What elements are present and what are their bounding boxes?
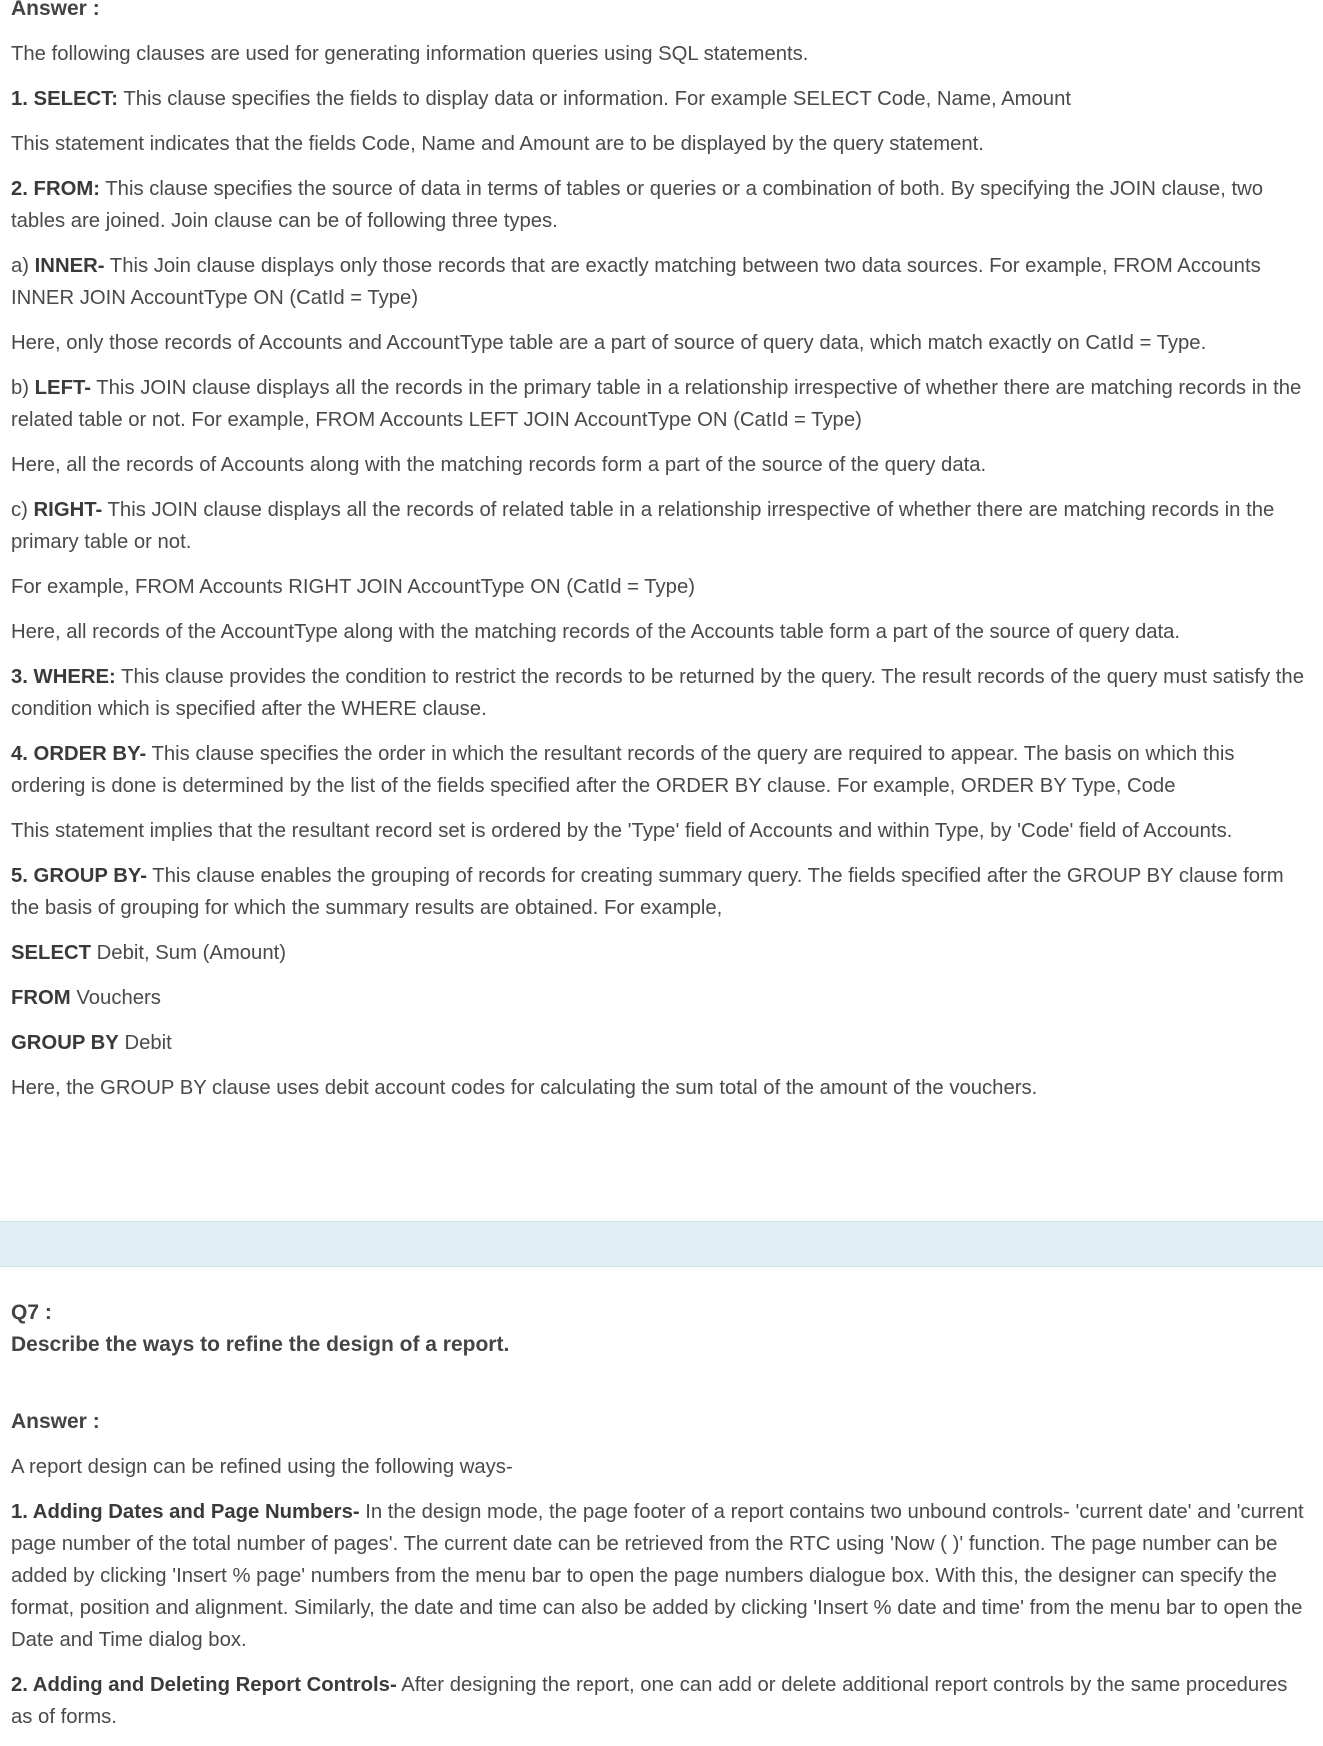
sql-group-by-line: GROUP BY Debit bbox=[11, 1032, 172, 1054]
dates-page-numbers-paragraph: 1. Adding Dates and Page Numbers- In the design mode, the page footer of a report contains two unbound controls- 'current date' and 'current page number of the total number of pages'. The current date can be retrieved from the RTC using 'Now ( )' function. The page number can be added by clicking 'Insert % page' numbers from the menu bar to open the page numbers dialogue box. With this, the designer can specify the format, position and alignment. Similarly, the date and time can also be added by clicking 'Insert % date and time' from the menu bar to open the Date and Time dialog box. bbox=[11, 1501, 1304, 1651]
answer-label: Answer : bbox=[11, 0, 100, 20]
q7-section bbox=[0, 1297, 1323, 1746]
sql-select-line: SELECT Debit, Sum (Amount) bbox=[11, 942, 287, 964]
intro-paragraph: The following clauses are used for generating information queries using SQL statements. bbox=[11, 43, 809, 65]
order-by-explanation: This statement implies that the resultant record set is ordered by the 'Type' field of Accounts and within Type, by 'Code' field of Accounts. bbox=[11, 820, 1233, 842]
from-heading: 2. FROM: bbox=[11, 178, 101, 200]
right-join-example: For example, FROM Accounts RIGHT JOIN AccountType ON (CatId = Type) bbox=[11, 576, 695, 598]
right-join-explanation: Here, all records of the AccountType along with the matching records of the Accounts table form a part of the source of query data. bbox=[11, 621, 1181, 643]
left-join-explanation: Here, all the records of Accounts along with the matching records form a part of the source of the query data. bbox=[11, 454, 987, 476]
order-by-heading: 4. ORDER BY- bbox=[11, 743, 147, 765]
sql-from-line: FROM Vouchers bbox=[11, 987, 161, 1009]
dates-page-numbers-heading: 1. Adding Dates and Page Numbers- bbox=[11, 1501, 360, 1523]
report-controls-paragraph: 2. Adding and Deleting Report Controls- After designing the report, one can add or delete additional report controls by the same procedures as of forms. bbox=[11, 1674, 1288, 1728]
report-controls-heading: 2. Adding and Deleting Report Controls- bbox=[11, 1674, 397, 1696]
question-number: Q7 : bbox=[11, 1301, 52, 1324]
right-join-paragraph: c) RIGHT- This JOIN clause displays all the records of related table in a relationship irrespective of whether there are matching records in the primary table or not. bbox=[11, 499, 1275, 553]
inner-join-paragraph: a) INNER- This Join clause displays only those records that are exactly matching between two data sources. For example, FROM Accounts INNER JOIN AccountType ON (CatId = Type) bbox=[11, 255, 1261, 309]
intro-paragraph: A report design can be refined using the following ways- bbox=[11, 1456, 513, 1478]
select-paragraph: 1. SELECT: This clause specifies the fields to display data or information. For example SELECT Code, Name, Amount bbox=[11, 88, 1071, 110]
answer-label: Answer : bbox=[11, 1410, 100, 1433]
order-by-paragraph: 4. ORDER BY- This clause specifies the order in which the resultant records of the query are required to appear. The basis on which this ordering is done is determined by the list of the fields specified after the ORDER BY clause. For example, ORDER BY Type, Code bbox=[11, 743, 1235, 797]
group-by-heading: 5. GROUP BY- bbox=[11, 865, 147, 887]
group-by-explanation: Here, the GROUP BY clause uses debit account codes for calculating the sum total of the amount of the vouchers. bbox=[11, 1077, 1038, 1099]
where-paragraph: 3. WHERE: This clause provides the condition to restrict the records to be returned by the query. The result records of the query must satisfy the condition which is specified after the WHERE clause. bbox=[11, 666, 1304, 720]
from-paragraph: 2. FROM: This clause specifies the source of data in terms of tables or queries or a combination of both. By specifying the JOIN clause, two tables are joined. Join clause can be of following three types. bbox=[11, 178, 1264, 232]
group-by-paragraph: 5. GROUP BY- This clause enables the grouping of records for creating summary query. The fields specified after the GROUP BY clause form the basis of grouping for which the summary results are obtained. For example, bbox=[11, 865, 1284, 919]
inner-join-explanation: Here, only those records of Accounts and AccountType table are a part of source of query data, which match exactly on CatId = Type. bbox=[11, 332, 1207, 354]
select-heading: 1. SELECT: bbox=[11, 88, 119, 110]
select-explanation: This statement indicates that the fields Code, Name and Amount are to be displayed by the query statement. bbox=[11, 133, 984, 155]
left-join-paragraph: b) LEFT- This JOIN clause displays all the records in the primary table in a relationship irrespective of whether there are matching records in the related table or not. For example, FROM Accounts LEFT JOIN AccountType ON (CatId = Type) bbox=[11, 377, 1302, 431]
question-text: Describe the ways to refine the design of a report. bbox=[11, 1333, 510, 1356]
section-divider bbox=[0, 1221, 1323, 1267]
where-heading: 3. WHERE: bbox=[11, 666, 116, 688]
